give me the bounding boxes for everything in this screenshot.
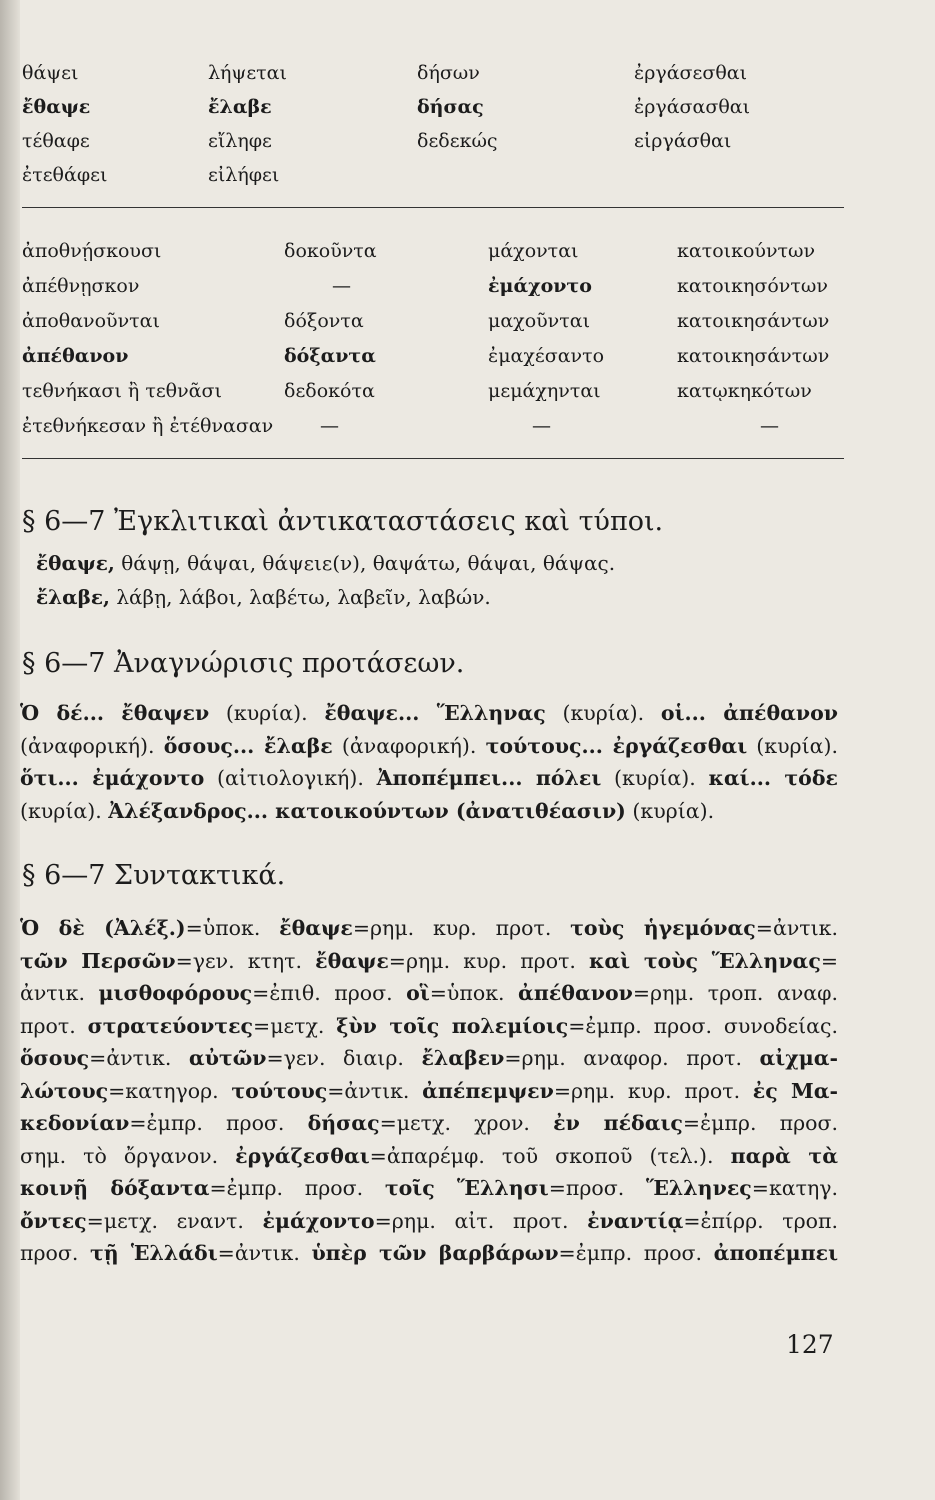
text-segment: =ἐμπρ. προσ. xyxy=(682,1111,839,1135)
text-segment: (κυρία). xyxy=(747,733,839,758)
text-segment: =ρημ. τροπ. αναφ. xyxy=(632,981,838,1005)
text-segment: =μετχ. εναντ. xyxy=(86,1208,263,1233)
table-cell: ἐμάχοντο xyxy=(488,275,592,297)
table-cell: τέθαφε xyxy=(22,130,90,152)
text-segment: =ὑποκ. xyxy=(185,916,280,940)
bold-segment: δήσας xyxy=(307,1111,380,1135)
table-cell: κατοικούντων xyxy=(677,240,816,262)
bold-segment: Ἀλέξανδρος... κατοικούντων (ἀνατιθέασιν) xyxy=(108,798,626,823)
bold-segment: ἔθαψε xyxy=(315,948,389,973)
bold-segment: ἀπέθανον xyxy=(518,981,633,1005)
table-row xyxy=(22,345,844,375)
bold-segment: ξὺν τοῖς πολεμίοις xyxy=(336,1013,569,1038)
table-cell: δεδεκώς xyxy=(417,130,498,152)
clause-recognition-paragraph xyxy=(20,697,838,827)
table-cell: κατοικησόντων xyxy=(677,275,828,297)
bold-segment: καὶ τοὺς Ἕλληνας xyxy=(589,948,821,973)
verb-form: ἔλαβε, xyxy=(36,585,110,609)
text-segment: σημ. τὸ ὄργανον. xyxy=(20,1143,236,1168)
table-cell: μεμάχηνται xyxy=(488,380,601,402)
bold-segment: ἀπέπεμψεν xyxy=(422,1078,554,1103)
table-cell: ἀπέθανον xyxy=(22,345,129,367)
text-line xyxy=(20,1075,838,1108)
text-segment: =ἐμπρ. προσ. xyxy=(129,1111,308,1135)
bold-segment: ἐν πέδαις xyxy=(553,1111,683,1135)
table-row xyxy=(22,240,844,270)
scanned-page-edge-shadow xyxy=(0,0,20,1500)
table-cell: θάψει xyxy=(22,62,79,84)
table-cell: — xyxy=(760,415,779,437)
bold-segment: ὅσους... ἔλαβε xyxy=(163,733,333,758)
text-segment: =ἀντικ. xyxy=(217,1241,312,1265)
table-cell: δεδοκότα xyxy=(284,380,375,402)
section-heading-clause-recognition: § 6—7 Ἀναγνώρισις προτάσεων. xyxy=(22,648,465,679)
bold-segment: ἔλαβεν xyxy=(421,1046,505,1070)
table-cell: δήσων xyxy=(417,62,480,84)
text-segment: =ρημ. αἰτ. προτ. xyxy=(374,1208,588,1233)
text-segment: =ρημ. κυρ. προτ. xyxy=(352,916,571,940)
bold-segment: ἔθαψε... Ἕλληνας xyxy=(324,701,546,725)
table-cell: δοκοῦντα xyxy=(284,240,377,262)
verb-forms-line xyxy=(36,551,615,575)
table-row xyxy=(22,275,844,305)
page-number: 127 xyxy=(786,1330,834,1359)
table-row xyxy=(22,62,844,92)
bold-segment: οἱ... ἀπέθανον xyxy=(660,701,839,725)
text-line xyxy=(20,730,838,763)
bold-segment: τῶν Περσῶν xyxy=(20,948,176,973)
text-segment: =γεν. κτητ. xyxy=(175,948,316,973)
text-line xyxy=(20,945,838,978)
section-heading-syntax: § 6—7 Συντακτικά. xyxy=(22,860,286,891)
text-segment: (κυρία). xyxy=(545,701,661,725)
table-cell: ἐτεθάφει xyxy=(22,164,108,186)
verb-forms: θάψῃ, θάψαι, θάψειε(ν), θαψάτω, θάψαι, θάψας. xyxy=(121,551,616,575)
table-row xyxy=(22,96,844,126)
table-cell: εἰλήφει xyxy=(208,164,280,186)
table-cell: — xyxy=(532,415,551,437)
text-line xyxy=(20,1107,838,1140)
table-cell: μαχοῦνται xyxy=(488,310,591,332)
table-cell: δόξοντα xyxy=(284,310,364,332)
table-row xyxy=(22,310,844,340)
text-segment: (κυρία). xyxy=(625,798,715,823)
bold-segment: τοῖς Ἕλλησι xyxy=(384,1176,549,1200)
text-line xyxy=(20,1172,838,1205)
text-segment: (ἀναφορική). xyxy=(332,733,486,758)
verb-form: ἔθαψε, xyxy=(36,551,115,575)
bold-segment: τοὺς ἡγεμόνας xyxy=(570,916,756,940)
table-cell: δόξαντα xyxy=(284,345,376,367)
text-line xyxy=(20,1010,838,1043)
table-divider xyxy=(22,458,844,459)
table-cell: μάχονται xyxy=(488,240,579,262)
text-segment: =ρημ. κυρ. προτ. xyxy=(553,1078,753,1103)
table-cell: ἀπέθνῃσκον xyxy=(22,275,140,297)
bold-segment: ἀποπέμπει xyxy=(713,1241,838,1265)
bold-segment: κεδονίαν xyxy=(20,1111,130,1135)
text-segment: =ἀντικ. xyxy=(327,1078,423,1103)
text-segment: =κατηγ. xyxy=(751,1176,838,1200)
table-cell: — xyxy=(320,415,339,437)
table-cell: εἰργάσθαι xyxy=(634,130,732,152)
table-cell: ἐργάσεσθαι xyxy=(634,62,748,84)
text-segment: (κυρία). xyxy=(601,766,709,790)
bold-segment: μισθοφόρους xyxy=(98,981,253,1005)
text-line xyxy=(20,977,838,1010)
bold-segment: ὅσους xyxy=(20,1046,90,1070)
text-segment: =ἐμπρ. προσ. xyxy=(209,1176,385,1200)
table-cell: ἐτεθνήκεσαν ἢ ἐτέθνασαν xyxy=(22,415,274,437)
text-line xyxy=(20,1205,838,1238)
bold-segment: ὑπὲρ τῶν βαρβάρων xyxy=(311,1241,559,1265)
table-cell: ἀποθανοῦνται xyxy=(22,310,160,332)
table-cell: εἴληφε xyxy=(208,130,272,152)
bold-segment: ἐμάχοντο xyxy=(262,1208,375,1233)
bold-segment: ὄντες xyxy=(20,1208,87,1233)
text-segment: =ἀντικ. xyxy=(89,1046,189,1070)
table-cell: ἔλαβε xyxy=(208,96,272,118)
text-segment: ἀντικ. xyxy=(20,981,99,1005)
table-row xyxy=(22,164,844,194)
table-row xyxy=(22,415,844,445)
bold-segment: τούτους xyxy=(231,1078,328,1103)
bold-segment: ἐς Μα- xyxy=(752,1078,838,1103)
text-line xyxy=(20,1042,838,1075)
text-segment: =ἐπίρρ. τροπ. xyxy=(683,1208,838,1233)
table-cell: ἐργάσασθαι xyxy=(634,96,751,118)
bold-segment: Ὁ δέ... ἔθαψεν xyxy=(20,701,210,725)
verb-forms: λάβῃ, λάβοι, λαβέτω, λαβεῖν, λαβών. xyxy=(116,585,491,609)
table-cell: ἀποθνῄσκουσι xyxy=(22,240,162,262)
text-segment: = xyxy=(820,948,839,973)
text-segment: =ὑποκ. xyxy=(429,981,519,1005)
text-segment: προσ. xyxy=(20,1241,90,1265)
table-row xyxy=(22,380,844,410)
text-line xyxy=(20,1140,838,1173)
text-segment: =κατηγορ. xyxy=(108,1078,232,1103)
bold-segment: αὐτῶν xyxy=(188,1046,267,1070)
bold-segment: λώτους xyxy=(20,1078,109,1103)
text-segment: =ἐμπρ. προσ. xyxy=(558,1241,714,1265)
bold-segment: ἔθαψε xyxy=(279,916,353,940)
text-segment: =ρημ. αναφορ. προτ. xyxy=(504,1046,760,1070)
table-row xyxy=(22,130,844,160)
text-segment: =ἐπιθ. προσ. xyxy=(252,981,407,1005)
bold-segment: στρατεύοντες xyxy=(87,1013,254,1038)
table-cell: κατοικησάντων xyxy=(677,310,830,332)
bold-segment: αἰχμα- xyxy=(759,1046,838,1070)
text-line xyxy=(20,762,838,795)
bold-segment: Ὁ δὲ (Ἀλέξ.) xyxy=(20,916,186,940)
bold-segment: Ἀποπέμπει... πόλει xyxy=(376,766,602,790)
table-divider xyxy=(22,207,844,208)
bold-segment: Ἕλληνες xyxy=(645,1176,752,1200)
table-cell: λήψεται xyxy=(208,62,287,84)
table-cell: κατῳκηκότων xyxy=(677,380,812,402)
table-cell: ἔθαψε xyxy=(22,96,91,118)
text-segment: (ἀναφορική). xyxy=(20,733,164,758)
bold-segment: παρὰ τὰ xyxy=(730,1143,838,1168)
bold-segment: τῇ Ἑλλάδι xyxy=(89,1241,218,1265)
text-segment: =γεν. διαιρ. xyxy=(266,1046,422,1070)
bold-segment: οἳ xyxy=(406,981,430,1005)
bold-segment: καί... τόδε xyxy=(708,766,838,790)
text-line xyxy=(20,912,838,945)
text-segment: =μετχ. χρον. xyxy=(379,1111,554,1135)
text-segment: (κυρία). xyxy=(209,701,325,725)
table-cell: κατοικησάντων xyxy=(677,345,830,367)
section-heading-enclitic-substitutions: § 6—7 Ἐγκλιτικαὶ ἀντικαταστάσεις καὶ τύποι. xyxy=(22,506,664,537)
bold-segment: ἐναντίᾳ xyxy=(587,1208,684,1233)
syntax-paragraph xyxy=(20,912,838,1270)
text-segment: =ἀντικ. xyxy=(755,916,838,940)
text-segment: (αἰτιολογική). xyxy=(204,766,377,790)
text-line xyxy=(20,1237,838,1270)
text-line xyxy=(20,795,838,828)
text-segment: =ἐμπρ. προσ. συνοδείας. xyxy=(568,1013,838,1038)
text-segment: =μετχ. xyxy=(253,1013,337,1038)
text-segment: =προσ. xyxy=(548,1176,646,1200)
text-segment: =ρημ. κυρ. προτ. xyxy=(388,948,590,973)
table-cell: — xyxy=(332,275,351,297)
bold-segment: ἐργάζεσθαι xyxy=(235,1143,370,1168)
bold-segment: κοινῇ δόξαντα xyxy=(20,1176,210,1200)
text-segment: προτ. xyxy=(20,1013,88,1038)
verb-forms-line xyxy=(36,585,491,609)
table-cell: τεθνήκασι ἢ τεθνᾶσι xyxy=(22,380,222,402)
bold-segment: ὅτι... ἐμάχοντο xyxy=(20,766,205,790)
text-segment: =ἀπαρέμφ. τοῦ σκοποῦ (τελ.). xyxy=(369,1143,731,1168)
text-line xyxy=(20,697,838,730)
text-segment: (κυρία). xyxy=(20,798,109,823)
bold-segment: τούτους... ἐργάζεσθαι xyxy=(485,733,748,758)
table-cell: ἐμαχέσαντο xyxy=(488,345,605,367)
table-cell: δήσας xyxy=(417,96,484,118)
